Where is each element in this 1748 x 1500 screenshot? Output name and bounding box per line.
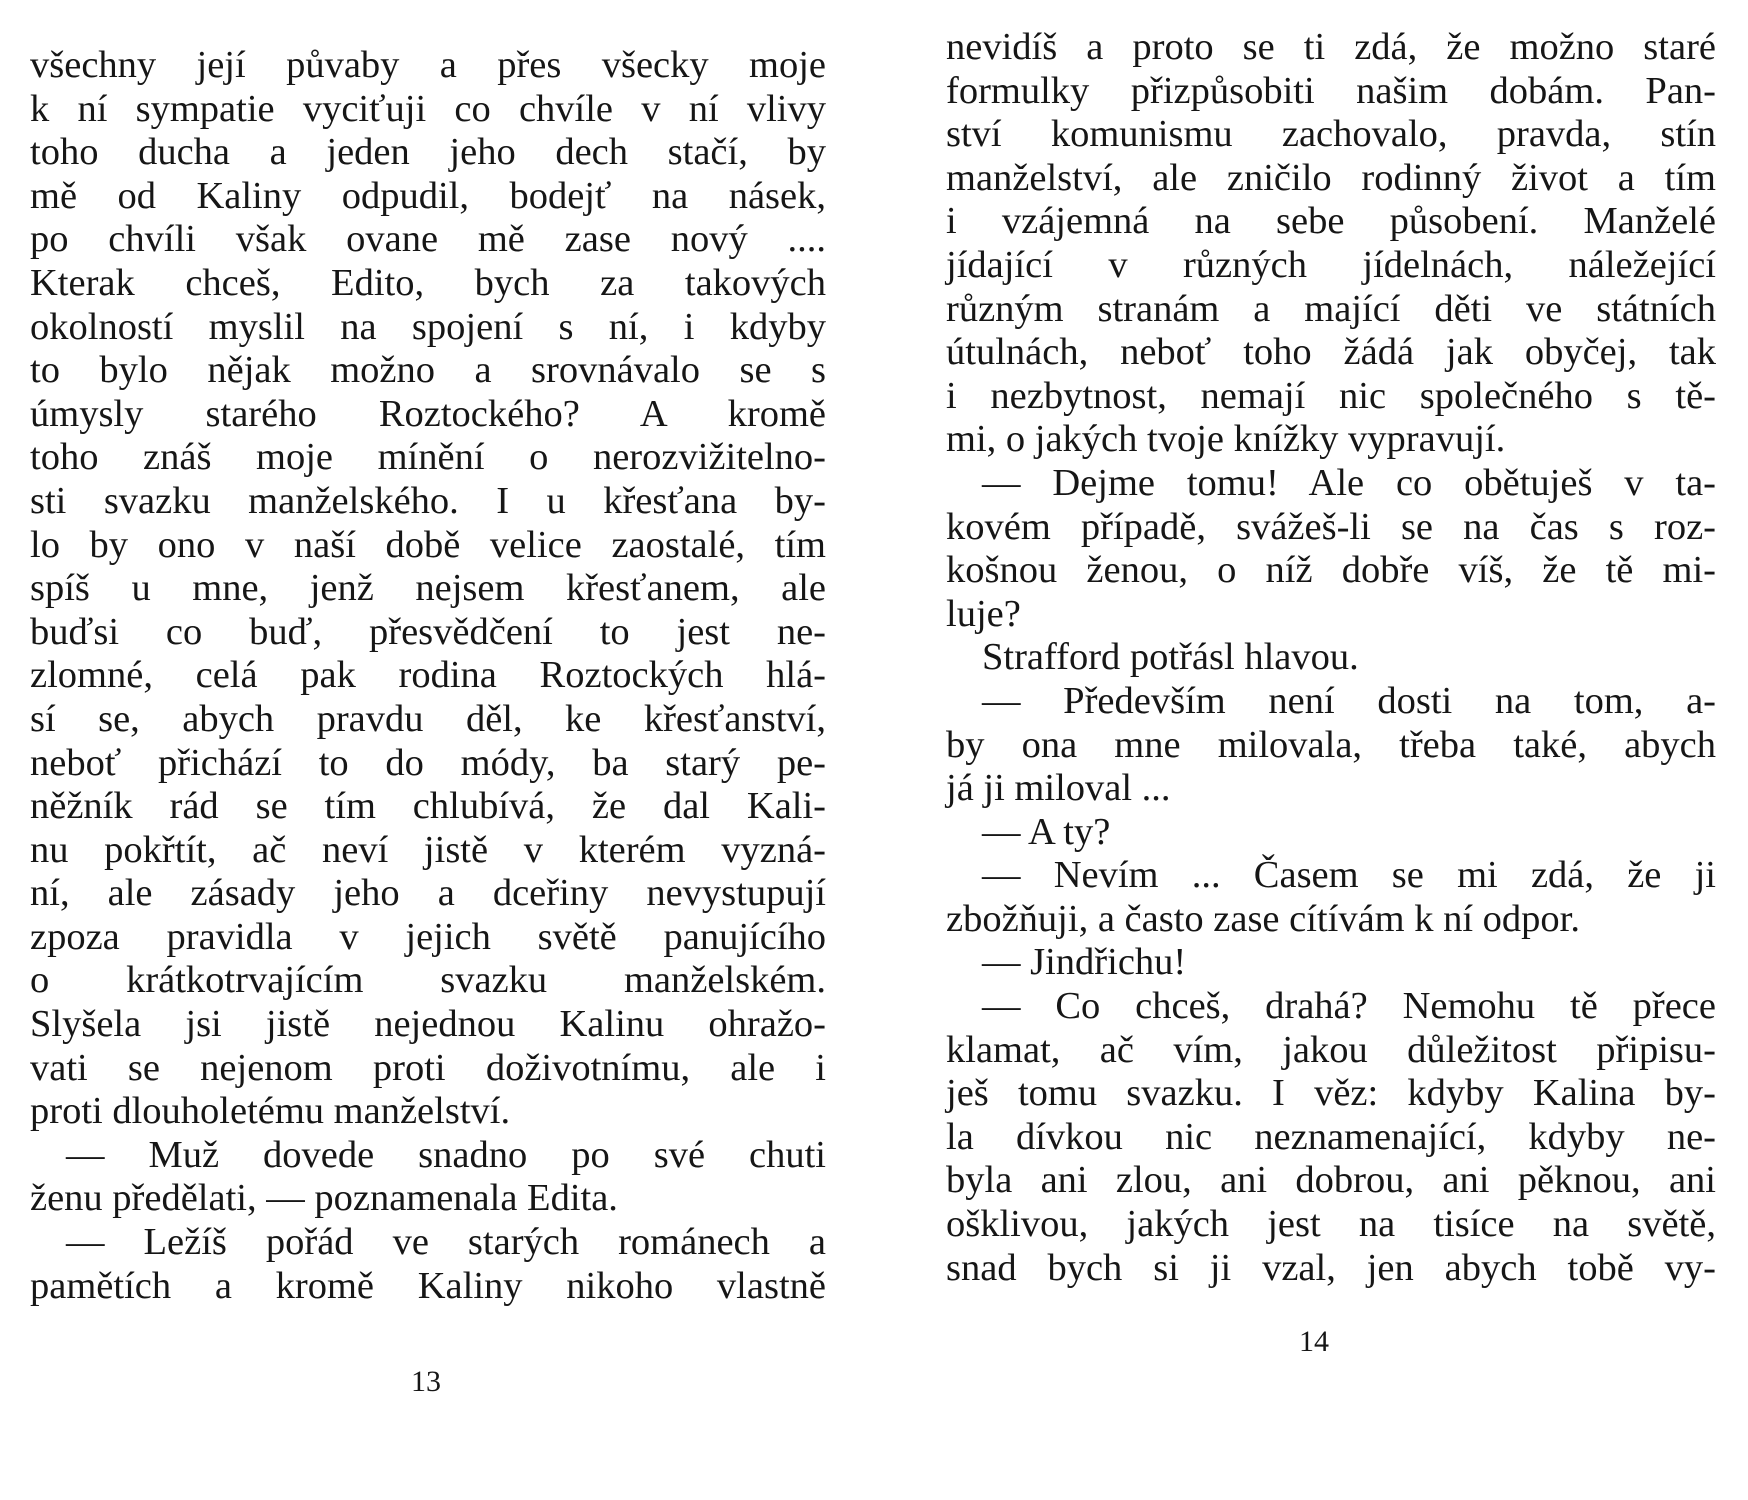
text-line: proti dlouholetému manželství. xyxy=(30,1090,511,1133)
text-line: košnou ženou, o níž dobře víš, že tě mi- xyxy=(946,549,1716,592)
text-line: — Ležíš pořád ve starých románech a xyxy=(66,1221,826,1264)
text-line: kovém případě, svážeš-li se na čas s roz- xyxy=(946,505,1716,548)
text-line: to bylo nějak možno a srovnávalo se s xyxy=(30,349,826,392)
text-line: — Především není dosti na tom, a- xyxy=(982,679,1716,722)
left-page-text xyxy=(30,44,826,1308)
text-line: různým stranám a mající děti ve státních xyxy=(946,287,1716,330)
text-line: by ona mne milovala, třeba také, abych xyxy=(946,723,1716,766)
text-line: mě od Kaliny odpudil, bodejť na násek, xyxy=(30,174,826,217)
text-line: mi, o jakých tvoje knížky vypravují. xyxy=(946,418,1506,461)
text-line: všechny její půvaby a přes všecky moje xyxy=(30,44,826,86)
text-line: pamětích a kromě Kaliny nikoho vlastně xyxy=(30,1264,826,1307)
text-line: okolností myslil na spojení s ní, i kdyby xyxy=(30,305,826,348)
text-line: klamat, ač vím, jakou důležitost připisu- xyxy=(946,1028,1716,1071)
text-line: já ji miloval ... xyxy=(946,767,1171,810)
text-line: nevidíš a proto se ti zdá, že možno staré xyxy=(946,26,1716,68)
text-line: ství komunismu zachovalo, pravda, stín xyxy=(946,113,1716,156)
right-page xyxy=(874,0,1748,1500)
text-line: jídající v různých jídelnách, náležející xyxy=(946,243,1716,286)
text-line: snad bych si ji vzal, jen abych tobě vy- xyxy=(946,1246,1716,1289)
text-line: neboť přichází to do módy, ba starý pe- xyxy=(30,741,826,784)
text-line: ní, ale zásady jeho a dceřiny nevystupují xyxy=(30,872,826,915)
text-line: — Jindřichu! xyxy=(982,941,1187,984)
text-line: o krátkotrvajícím svazku manželském. xyxy=(30,959,826,1002)
text-line: útulnách, neboť toho žádá jak obyčej, tak xyxy=(946,331,1716,374)
text-line: luje? xyxy=(946,592,1021,635)
text-line: formulky přizpůsobiti našim dobám. Pan- xyxy=(946,69,1716,112)
text-line: po chvíli však ovane mě zase nový .... xyxy=(30,218,826,261)
text-line: něžník rád se tím chlubívá, že dal Kali- xyxy=(30,785,826,828)
text-line: zpoza pravidla v jejich světě panujícího xyxy=(30,915,826,958)
text-line: i nezbytnost, nemají nic společného s tě- xyxy=(946,374,1716,417)
right-page-text xyxy=(946,26,1716,1290)
text-line: — A ty? xyxy=(982,810,1111,853)
text-line: úmysly starého Roztockého? A kromě xyxy=(30,392,826,435)
text-line: toho znáš moje mínění o nerozvižitelno- xyxy=(30,436,826,479)
text-line: Kterak chceš, Edito, bych za takových xyxy=(30,261,826,304)
text-line: i vzájemná na sebe působení. Manželé xyxy=(946,200,1716,243)
text-line: Strafford potřásl hlavou. xyxy=(982,636,1359,679)
text-line: zlomné, celá pak rodina Roztockých hlá- xyxy=(30,654,826,697)
text-line: byla ani zlou, ani dobrou, ani pěknou, ani xyxy=(946,1159,1716,1202)
text-line: ženu předělati, — poznamenala Edita. xyxy=(30,1177,618,1220)
page-number: 14 xyxy=(1299,1325,1329,1358)
text-line: Slyšela jsi jistě nejednou Kalinu ohražo- xyxy=(30,1003,826,1046)
text-line: — Nevím ... Časem se mi zdá, že ji xyxy=(982,854,1716,897)
text-line: lo by ono v naší době velice zaostalé, tím xyxy=(30,523,826,566)
text-line: — Muž dovede snadno po své chuti xyxy=(66,1133,826,1176)
text-line: buďsi co buď, přesvědčení to jest ne- xyxy=(30,610,826,653)
text-line: spíš u mne, jenž nejsem křesťanem, ale xyxy=(30,567,826,610)
text-line: nu pokřtít, ač neví jistě v kterém vyzná- xyxy=(30,828,826,871)
text-line: — Co chceš, drahá? Nemohu tě přece xyxy=(982,985,1716,1028)
text-line: — Dejme tomu! Ale co obětuješ v ta- xyxy=(982,461,1716,504)
text-line: toho ducha a jeden jeho dech stačí, by xyxy=(30,131,826,174)
text-line: ošklivou, jakých jest na tisíce na světě, xyxy=(946,1203,1716,1246)
text-line: zbožňuji, a často zase cítívám k ní odpor. xyxy=(946,897,1580,940)
text-line: sí se, abych pravdu děl, ke křesťanství, xyxy=(30,697,826,740)
page-number: 13 xyxy=(411,1365,441,1398)
text-line: ješ tomu svazku. I věz: kdyby Kalina by- xyxy=(946,1072,1716,1115)
text-line: vati se nejenom proti doživotnímu, ale i xyxy=(30,1046,826,1089)
text-line: k ní sympatie vyciťuji co chvíle v ní vlivy xyxy=(30,87,826,130)
text-line: la dívkou nic neznamenající, kdyby ne- xyxy=(946,1115,1716,1158)
text-line: manželství, ale zničilo rodinný život a tím xyxy=(946,156,1716,199)
text-line: sti svazku manželského. I u křesťana by- xyxy=(30,479,826,522)
